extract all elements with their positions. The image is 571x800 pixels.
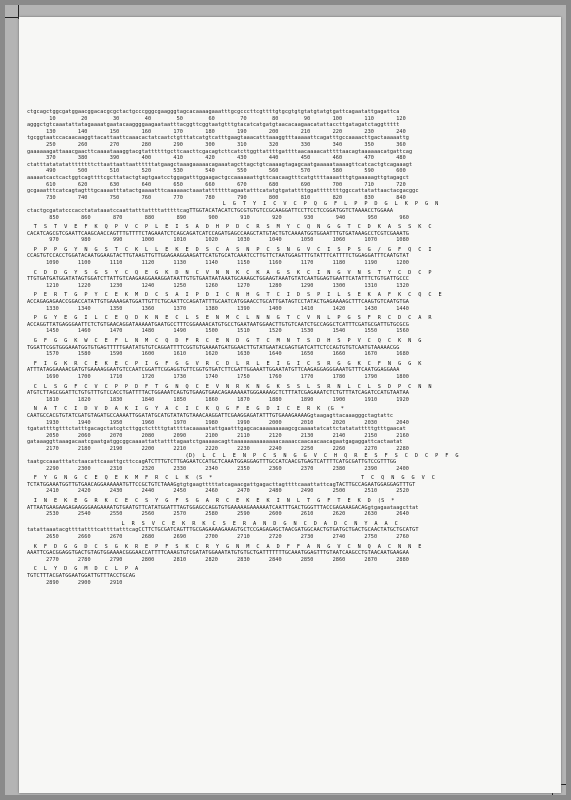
position-numbers-line: 1930 1940 1950 1960 1970 1980 1990 2000 2010 2020 2030 2040 (27, 419, 409, 426)
nucleotide-sequence-line: gcgaaatttcatcagtagtttgcaaaatttatactgaaaatttcaaaaaactaaatatttttttagaatatttcatatgtgatattttggattttttttggccattatattaactacgacggc (27, 188, 419, 195)
nucleotide-sequence-line: gaaaaaagattaaacgaacttcaaaataaaggtacgtattttttgcttcaacttcgacagtcttcatcttggttattttgattttaacaaaacatttttaacagtaaaaaacatgattcag (27, 148, 413, 155)
amino-acid-line: P P P G Y N G S T C K L L E K E D S C A S N P C S N G V C I S P S G / G F Q C I (27, 246, 432, 253)
crop-mark (5, 17, 19, 18)
amino-acid-line: F Y G N G C E Q E K M F R C L K (S * T C Q N G G V C (27, 475, 436, 482)
nucleotide-sequence-line: TGGATTCGGTGGGAAATGGTGTGAGTTTTTGAATATGTGTCAGGATTTTCGGTGTGAAAATGATGGAACTTGTATGAATACGAGTGATCATTCTCCAGTGTGTCAATGTAAAAACGG (27, 344, 400, 351)
nucleotide-sequence-line: AAATTCGACGGAGGTGACTGTAGTGGAAAACGGGAACCATTTTCAAAGTGTCGATATGGAAATATGTGTGCTGATTTTTTTGCAAATGGAGTTTGTAATCAAGCCTGTAACAATGAAGAA (27, 550, 409, 557)
amino-acid-line: I N E K E G R K C E C S Y G F S G A R C E K E K I N L T G F T E K D (S * (27, 498, 395, 505)
nucleotide-sequence-line: ACCAGGTTATGAGGGAATTCTCTGTGAACAGGATAAAAATGAATGCCTTTCGGAAAACATGTGCCTGAATAATGGAACTTGTGTCAATCTGCCAGGCTCATTTCGATGCGATTGTGCGCG (27, 321, 409, 328)
position-numbers-line: 370 380 390 400 410 420 430 440 450 460 470 480 (27, 155, 406, 162)
position-numbers-line: 1210 1220 1230 1240 1250 1260 1270 1280 1290 1300 1310 1320 (27, 282, 409, 289)
scan-background (5, 5, 566, 795)
position-numbers-line: 2170 2180 2190 2200 2210 2220 2230 2240 2250 2260 2270 2280 (27, 445, 409, 452)
position-numbers-line: 1810 1820 1830 1840 1850 1860 1870 1880 1890 1900 1910 1920 (27, 396, 409, 403)
nucleotide-sequence-line: CACATCAGCGTCGAATTCAAGCAACCAGTTTGTTTTCTAGAAATCTCAGCAGATCATCCAGATGAGCCAAGCTATGTACTGTCAAAATGGTGGAATTTGTGATAAAGCCTCGTCGAAATG (27, 230, 409, 237)
amino-acid-line: N A T C I D V D A K I G Y A C I C K Q G F E G D I C E R K (G * (27, 406, 345, 413)
nucleotide-sequence-line: tgcggtaatccacaacaaggttacattaattcaaacactatcaatctgtttatcatgtcatttgaagtaaacatttaaaggtttaaaaattcagatttgccaaaacttgactaaaaattg (27, 135, 409, 142)
nucleotide-sequence-line: TTGTGATGATGGATATAGTGGATCTTATTGTCAAGAAGGAAAGGATAATTGTGTGAATAATAAATGCAAAGCTGGAAGTAAATGTATCAATGGAGTGAATTCATATTTCTGTGATTGCCC (27, 276, 409, 283)
position-numbers-line: 250 260 270 280 290 300 310 320 330 340 350 360 (27, 141, 406, 148)
position-numbers-line: 10 20 30 40 50 60 70 80 90 100 110 120 (27, 115, 406, 122)
document-page (19, 17, 561, 793)
position-numbers-line: 1090 1100 1110 1120 1130 1140 1150 1160 1170 1180 1190 1200 (27, 260, 409, 267)
position-numbers-line: 2530 2540 2550 2560 2570 2580 2590 2600 2610 2620 2630 2640 (27, 511, 409, 518)
amino-acid-line: T S T V E F K Q P V C P L E I S A D H P D C R S M Y C Q N G G T C D K A S S K C (27, 224, 432, 231)
position-numbers-line: 1570 1580 1590 1600 1610 1620 1630 1640 1650 1660 1670 1680 (27, 351, 409, 358)
nucleotide-sequence-line: tgatattttgtttctatttgacagctatcgtcttggctcttttgtattttacaaaaatattgaatttgagcacaaaaaaaaagcgcaaaatatcattctatatatttttgtttgaacat (27, 426, 406, 433)
sequence-listing (27, 109, 547, 586)
position-numbers-line: 2290 2300 2310 2320 2330 2340 2350 2360 2370 2380 2390 2400 (27, 465, 409, 472)
nucleotide-sequence-line: taatgccaaatttatctaacattcaaattgcttccagATCTTTGTCTTGAGAATCCATGCTCAAATGGAGGAGTTTGCCATCAACGTGAGTCATTTTCATGCGATTGTCCGTTTGG (27, 459, 397, 466)
nucleotide-sequence-line: CCAGTGTCCACCTGGATACAATGGAAGTACTTGTAAGTTGTTGGAGAAGGAAGATTCATGTGCATCAAATCCTTGTTCTAATGGAGTTTGTATTTCATTTTCTGGAGGATTTCAATGTAT (27, 253, 409, 260)
nucleotide-sequence-line: ATGTCTTAGCGGATTCTGTGTTTGTCCACCTGATTTTACTGGAAATCAGTGTGAAGTGAACAGAAAAAATGGGAAAAGCTCTTTATCGAGAAATCTCTGTTTATCAGATCCATGTAATAA (27, 390, 409, 397)
nucleotide-sequence-line: ctactgcgatatcccacctatataaatccaattatttattttatttttcagTTGGTACATACATCTGCGTGTGTCCGCAAGGATTCCTTCCTCCGGATGGTCTAAAACCTGGAAA (27, 207, 394, 214)
position-numbers-line: 2890 2900 2910 (27, 579, 123, 586)
amino-acid-line: C D D G Y S G S Y C Q E G K D N C V N N K C K A G S K C I N G V N S T Y C D C P (27, 269, 432, 276)
amino-acid-line: C L Y D G M D C L P A (27, 566, 139, 573)
position-numbers-line: 730 740 750 760 770 780 790 800 810 820 830 840 (27, 194, 406, 201)
nucleotide-sequence-line: aaaaatcactcactggtcagttttcgcttatactgtagtgaatcctggagatttggaagactgccaaaaaattgttcaacaagtttcatgttttaaaatttgtgaaaaagttgtagagct (27, 174, 409, 181)
position-numbers-line: 2770 2780 2790 2800 2810 2820 2830 2840 2850 2860 2870 2880 (27, 556, 409, 563)
nucleotide-sequence-line: CAATGCCACGTGTATCGATGTAGATGCCAAAATTGGATATGCATGTATATGTAAACAAGGATTCGAAGGAGATATTTGTGAAAGAAAAGgtaagagttacaaagggctagtattc (27, 412, 394, 419)
amino-acid-line: P E R T G P Y C E K M D C S A I P D I C N H G T C I D S P I L S E K A F K C Q C E (27, 292, 442, 299)
nucleotide-sequence-line: agggctgtcaaatattatagaaaatgaatacaaggggaagaataatttacggttcggtaatgtttgtacatcatgatgtaacacaagaacatattaccttgatagatctaggttttt (27, 122, 400, 129)
amino-acid-line: L G T Y I C V C P Q G F L P P D G L K P G N (27, 201, 439, 208)
nucleotide-sequence-line: TCTATGGAAATGGTTGTGAACAGGAAAAAATGTTCCGCTGTCTAAAGgtgtgaagtttttatcagaacgattgagacttagttttcaaattattcagTACTTGCCAGAATGGAGGAGTTTGT (27, 481, 416, 488)
amino-acid-line: L R S V C E K R K C S E R A N D G N C D A D C N Y A A C (27, 520, 399, 527)
nucleotide-sequence-line: ctatttatatatattttttttcttaattaattaattttttatgaagctaaagaaaaacagaaatagcttagctgtcaaaagtagagcaatgaaaaataaaagttcatcactgtcagaaagt (27, 161, 413, 168)
amino-acid-line: P G Y E G I L C E Q D K N E C L S E N M C L N N G T C V N L P G S F R C D C A R (27, 315, 432, 322)
position-numbers-line: 610 620 630 640 650 660 670 680 690 700 710 720 (27, 181, 406, 188)
nucleotide-sequence-line: TGTCTTTACGATGGAATGGATTGTTTACCTGCAG (27, 573, 136, 579)
amino-acid-line: (D) L C L E N P C S N G G V C H Q R E S F S C D C P F G (27, 452, 459, 459)
amino-acid-line: G F G G K W C E F L N M C Q D F R C E N D G T C M N T S D H S P V C Q C K N G (27, 338, 422, 344)
position-numbers-line: 2410 2420 2430 2440 2450 2460 2470 2480 2490 2500 2510 2520 (27, 488, 409, 495)
position-numbers-line: 490 500 510 520 530 540 550 560 570 580 590 600 (27, 168, 406, 175)
position-numbers-line: 1330 1340 1350 1360 1370 1380 1390 1400 1410 1420 1430 1440 (27, 305, 409, 312)
position-numbers-line: 1450 1460 1470 1480 1490 1500 1510 1520 1530 1540 1550 1560 (27, 328, 409, 335)
position-numbers-line: 2050 2060 2070 2080 2090 2100 2110 2120 2130 2140 2150 2160 (27, 432, 409, 439)
nucleotide-sequence-line: ACCAGAGAGAACCGGACCATATTGTGAAAAGATGGATTGTTCTGCAATTCCAGATATTTGCAATCATGGAACCTGCATTGATAGTCCTATACTGAGAAAAGCTTTCAAGTGTCAATGTGA (27, 299, 409, 306)
nucleotide-sequence-line: ATTAATGAAGAAGAGAAGGGAAGAAAATGTGAATGTTCATATGGATTTAGTGGAGCCAGGTGTGAAAAAGAAAAAATCAATTTGACTGGGTTTACCGAGAAAGACAGgtgagaataagcttat (27, 504, 419, 511)
position-numbers-line: 970 980 990 1000 1010 1020 1030 1040 1050 1060 1070 1080 (27, 237, 409, 244)
position-numbers-line: 1690 1700 1710 1720 1730 1740 1750 1760 1770 1780 1790 1800 (27, 373, 409, 380)
nucleotide-sequence-line: ATTTATAGGAAAACGATGTGAAAAGGAATGTCCAATCGGATTCGGAGGTGTTCGGTGTGATCTTCGATTGGAAATTGGAATATGTTCAAGAGGAGGGAAATGTTTCAATGGAGGAAA (27, 367, 400, 374)
amino-acid-line: F I G K R C E K E C P I G F G G V R C D L R L E I G I C S R G G K C F N G G K (27, 360, 422, 367)
nucleotide-sequence-line: ctgcagctggcgatggaacggacacgcgctactgcccgggcgaagggtagcacaaaagaaatttgcgcccttcgttttgtgcgtgtgtatgtatgtgattcagaatattgagattca (27, 109, 400, 115)
nucleotide-sequence-line: gataaaggttaaagacaatcgaatgatggcggcaaaattattattttagaatctgaaaaacagttaaaaaaaaaaaaaacaaaaccaacaacaacagaatgagaggattcactaatat (27, 439, 403, 446)
amino-acid-line: K F D G G D C S G K R E P F S K C R Y G N M C A D F F A N G V C N Q A C N N E (27, 543, 422, 550)
position-numbers-line: 850 860 870 880 890 900 910 920 930 940 950 960 (27, 214, 409, 221)
position-numbers-line: 130 140 150 160 170 180 190 200 210 220 230 240 (27, 128, 406, 135)
amino-acid-line: C L S G F C V C P P D F T G N Q C E V N R K N G K S S L S R N L C L S D P C N N (27, 383, 432, 390)
nucleotide-sequence-line: tatattaaatacgttttattttcattttatttcagCCTTCTGCGATCAGTTTGCGAGAAAAGAAAGTGCTCCGAGAGAGCTAACGATGGCAACTGTGATGCTGACTGCAACTATGCTGCATGT (27, 527, 419, 534)
position-numbers-line: 2650 2660 2670 2680 2690 2700 2710 2720 2730 2740 2750 2760 (27, 534, 409, 541)
